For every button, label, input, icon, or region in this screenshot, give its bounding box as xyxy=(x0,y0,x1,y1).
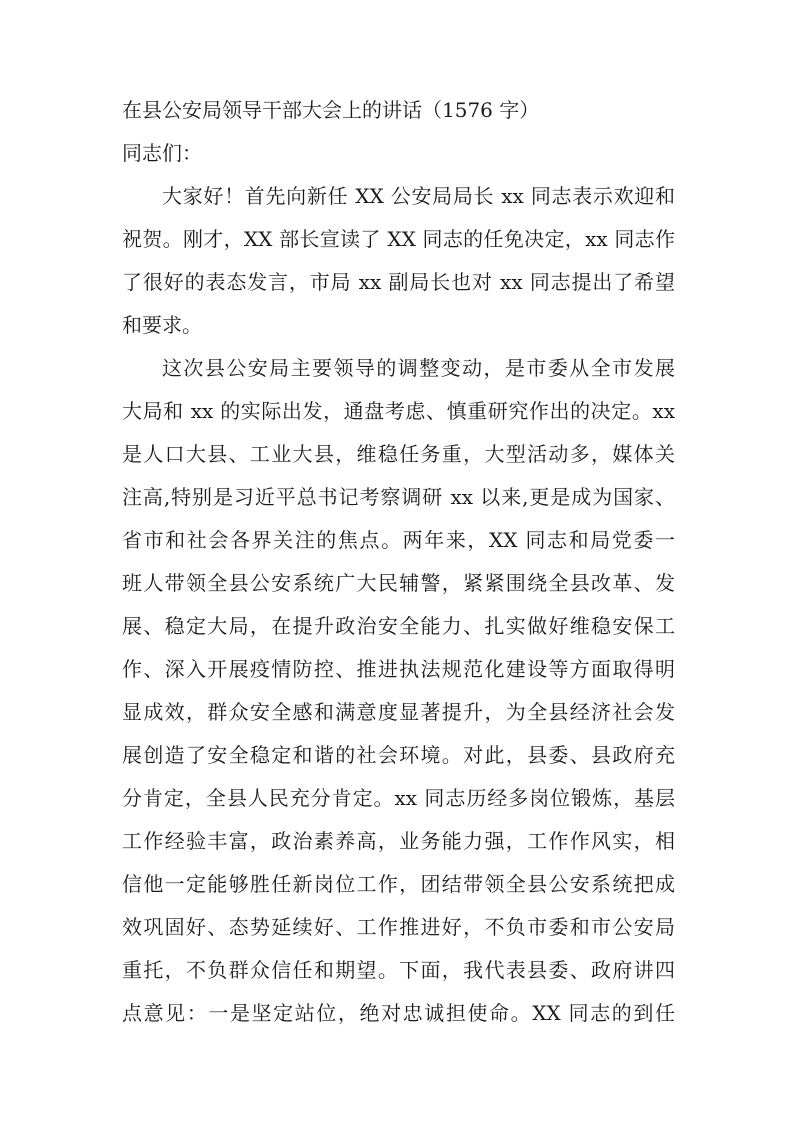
body-line: 展、稳定大局，在提升政治安全能力、扎实做好维稳安保工 xyxy=(122,614,675,638)
body-line: 注高,特别是习近平总书记考察调研 xx 以来,更是成为国家、 xyxy=(122,485,675,509)
body-line: 大局和 xx 的实际出发，通盘考虑、慎重研究作出的决定。xx xyxy=(122,399,675,423)
body-line: 显成效，群众安全感和满意度显著提升，为全县经济社会发 xyxy=(122,700,675,724)
body-line: 信他一定能够胜任新岗位工作，团结带领全县公安系统把成 xyxy=(122,872,675,896)
body-line: 效巩固好、态势延续好、工作推进好，不负市委和市公安局 xyxy=(122,915,675,939)
body-line: 和要求。 xyxy=(122,313,202,337)
body-line: 作、深入开展疫情防控、推进执法规范化建设等方面取得明 xyxy=(122,657,675,681)
body-line: 省市和社会各界关注的焦点。两年来，XX 同志和局党委一 xyxy=(122,528,675,552)
body-line: 点意见：一是坚定站位，绝对忠诚担使命。XX 同志的到任 xyxy=(122,1001,675,1025)
salutation: 同志们： xyxy=(122,141,202,165)
body-line: 大家好！首先向新任 XX 公安局局长 xx 同志表示欢迎和 xyxy=(162,184,675,208)
body-line: 分肯定，全县人民充分肯定。xx 同志历经多岗位锻炼，基层 xyxy=(122,786,675,810)
body-line: 班人带领全县公安系统广大民辅警，紧紧围绕全县改革、发 xyxy=(122,571,675,595)
body-line: 工作经验丰富，政治素养高，业务能力强，工作作风实，相 xyxy=(122,829,675,853)
body-line: 重托，不负群众信任和期望。下面，我代表县委、政府讲四 xyxy=(122,958,675,982)
body-line: 这次县公安局主要领导的调整变动，是市委从全市发展 xyxy=(162,356,675,380)
body-line: 祝贺。刚才，XX 部长宣读了 XX 同志的任免决定，xx 同志作 xyxy=(122,227,675,251)
body-line: 是人口大县、工业大县，维稳任务重，大型活动多，媒体关 xyxy=(122,442,675,466)
document-title: 在县公安局领导干部大会上的讲话（1576 字） xyxy=(122,98,540,122)
body-line: 了很好的表态发言，市局 xx 副局长也对 xx 同志提出了希望 xyxy=(122,270,675,294)
body-line: 展创造了安全稳定和谐的社会环境。对此，县委、县政府充 xyxy=(122,743,675,767)
